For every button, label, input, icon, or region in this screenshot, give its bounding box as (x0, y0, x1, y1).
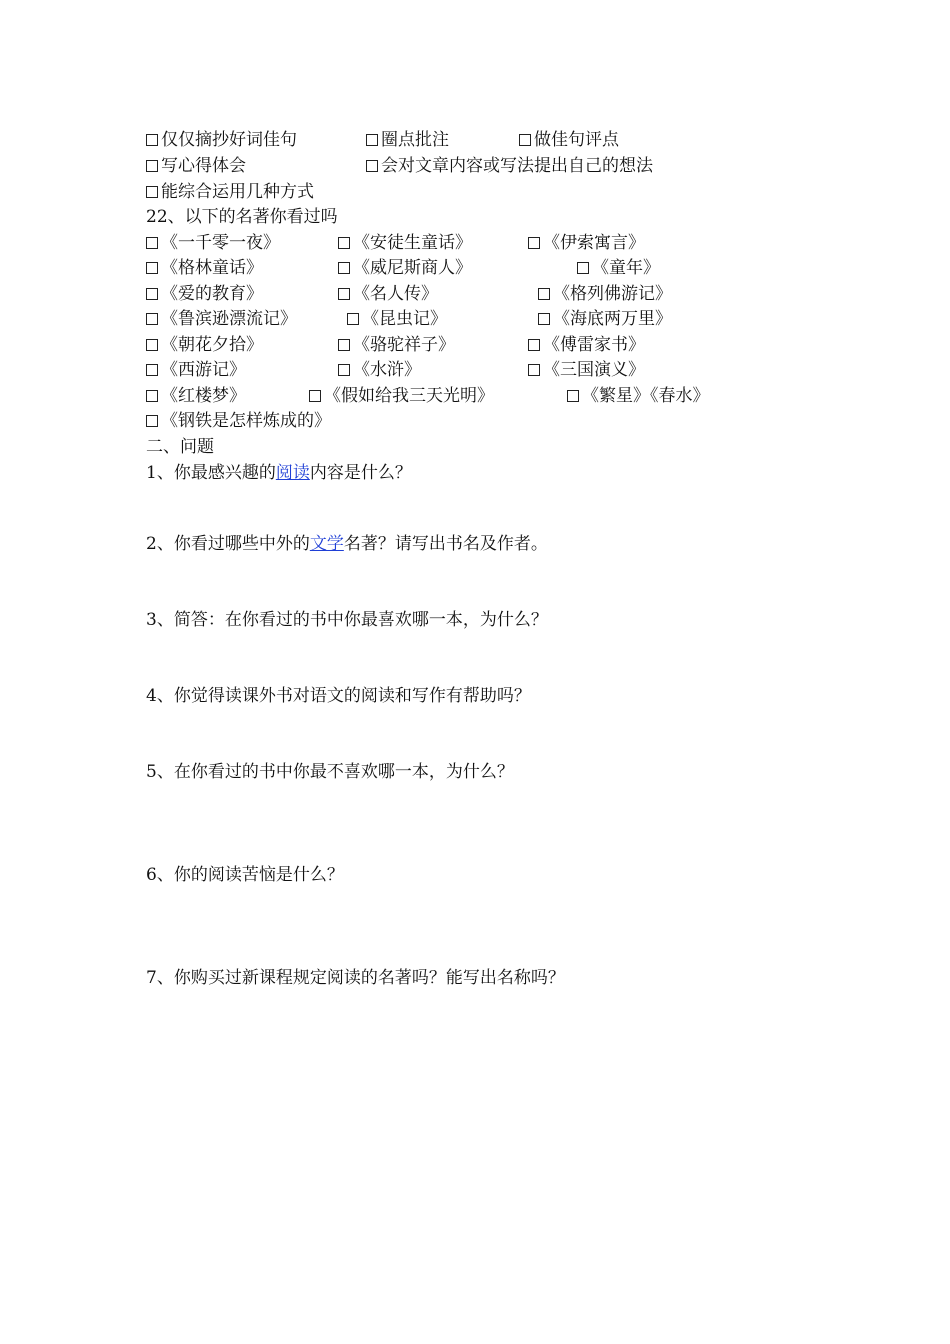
book-option[interactable]: 《繁星》《春水》 (567, 385, 710, 407)
book-option[interactable]: 《名人传》 (338, 283, 438, 305)
book-option[interactable]: 《海底两万里》 (538, 308, 672, 330)
checkbox[interactable] (577, 262, 589, 274)
question-1: 1、你最感兴趣的阅读内容是什么？ (146, 463, 412, 483)
book-option[interactable]: 《钢铁是怎样炼成的》 (146, 410, 331, 432)
checkbox[interactable] (338, 288, 350, 300)
book-option[interactable]: 《鲁滨逊漂流记》 (146, 308, 297, 330)
checkbox[interactable] (309, 390, 321, 402)
checkbox[interactable] (528, 237, 540, 249)
checkbox[interactable] (338, 237, 350, 249)
checkbox[interactable] (366, 134, 378, 146)
option-reflection[interactable]: 写心得体会 (146, 155, 246, 177)
book-option[interactable]: 《朝花夕拾》 (146, 334, 263, 356)
book-option[interactable]: 《西游记》 (146, 359, 246, 381)
literature-link[interactable]: 文学 (309, 534, 344, 554)
question-6: 6、你的阅读苦恼是什么？ (146, 865, 344, 885)
book-option[interactable]: 《格列佛游记》 (538, 283, 672, 305)
checkbox[interactable] (146, 390, 158, 402)
checkbox[interactable] (338, 364, 350, 376)
checkbox[interactable] (366, 160, 378, 172)
question-2: 2、你看过哪些中外的文学名著？请写出书名及作者。 (146, 534, 548, 554)
checkbox[interactable] (146, 364, 158, 376)
option-comment[interactable]: 做佳句评点 (519, 129, 619, 151)
question-5: 5、在你看过的书中你最不喜欢哪一本，为什么？ (146, 762, 514, 782)
checkbox[interactable] (528, 364, 540, 376)
book-option[interactable]: 《骆驼祥子》 (338, 334, 455, 356)
checkbox[interactable] (347, 313, 359, 325)
checkbox[interactable] (519, 134, 531, 146)
section-title: 二、问题 (146, 437, 214, 457)
checkbox[interactable] (567, 390, 579, 402)
checkbox[interactable] (528, 339, 540, 351)
checkbox[interactable] (146, 160, 158, 172)
checkbox[interactable] (538, 288, 550, 300)
option-own-ideas[interactable]: 会对文章内容或写法提出自己的想法 (366, 155, 653, 177)
option-copy-phrases[interactable]: 仅仅摘抄好词佳句 (146, 129, 297, 151)
book-option[interactable]: 《威尼斯商人》 (338, 257, 472, 279)
q22-title: 22、以下的名著你看过吗 (146, 207, 338, 227)
book-option[interactable]: 《昆虫记》 (347, 308, 447, 330)
book-option[interactable]: 《童年》 (577, 257, 660, 279)
book-option[interactable]: 《傅雷家书》 (528, 334, 645, 356)
checkbox[interactable] (146, 186, 158, 198)
book-option[interactable]: 《伊索寓言》 (528, 232, 645, 254)
checkbox[interactable] (146, 415, 158, 427)
book-option[interactable]: 《安徒生童话》 (338, 232, 472, 254)
book-option[interactable]: 《假如给我三天光明》 (309, 385, 494, 407)
checkbox[interactable] (338, 262, 350, 274)
question-3: 3、简答：在你看过的书中你最喜欢哪一本，为什么？ (146, 610, 548, 630)
checkbox[interactable] (146, 339, 158, 351)
question-4: 4、你觉得读课外书对语文的阅读和写作有帮助吗？ (146, 686, 531, 706)
book-option[interactable]: 《水浒》 (338, 359, 421, 381)
checkbox[interactable] (146, 237, 158, 249)
checkbox[interactable] (538, 313, 550, 325)
checkbox[interactable] (338, 339, 350, 351)
question-7: 7、你购买过新课程规定阅读的名著吗？能写出名称吗？ (146, 968, 565, 988)
book-option[interactable]: 《格林童话》 (146, 257, 263, 279)
checkbox[interactable] (146, 134, 158, 146)
option-annotate[interactable]: 圈点批注 (366, 129, 449, 151)
checkbox[interactable] (146, 262, 158, 274)
checkbox[interactable] (146, 313, 158, 325)
book-option[interactable]: 《红楼梦》 (146, 385, 246, 407)
book-option[interactable]: 《爱的教育》 (146, 283, 263, 305)
option-combined[interactable]: 能综合运用几种方式 (146, 181, 314, 203)
reading-link[interactable]: 阅读 (275, 463, 310, 483)
book-option[interactable]: 《三国演义》 (528, 359, 645, 381)
book-option[interactable]: 《一千零一夜》 (146, 232, 280, 254)
checkbox[interactable] (146, 288, 158, 300)
